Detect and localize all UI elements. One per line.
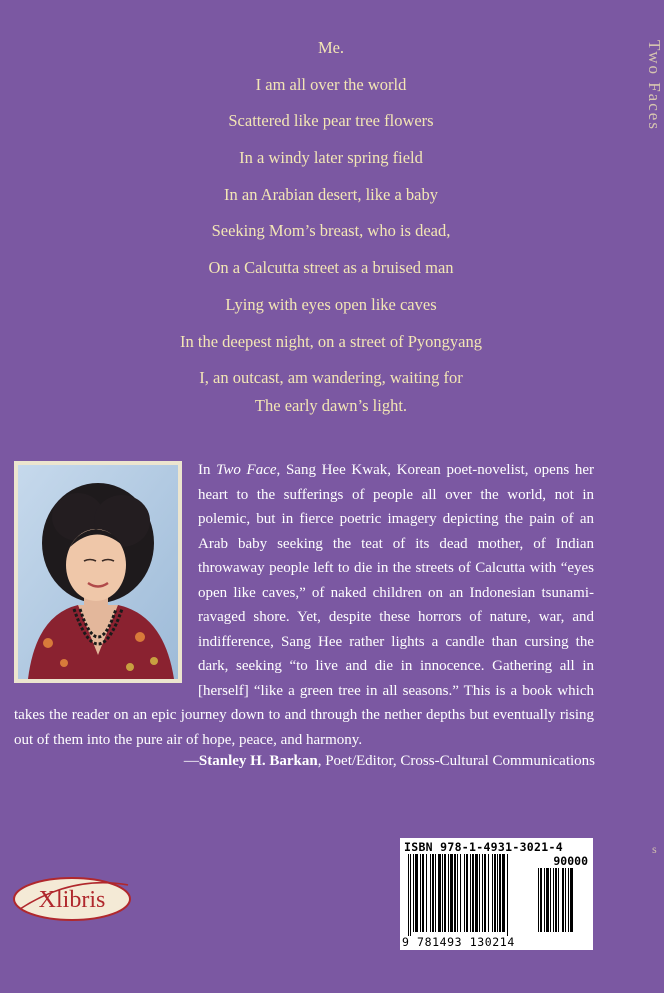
publisher-logo: [10, 873, 134, 923]
barcode-bars: [408, 854, 532, 936]
poem-line: In a windy later spring field: [239, 148, 423, 168]
attribution-name: Stanley H. Barkan: [198, 753, 318, 769]
poem-line: In the deepest night, on a street of Pyongyang: [180, 331, 482, 351]
price-code: 90000: [553, 854, 588, 868]
poem-line: Scattered like pear tree flowers: [228, 111, 434, 131]
barcode-digits: 9 781493 130214: [402, 935, 515, 949]
barcode-addon-bars: [538, 868, 586, 936]
book-blurb: [14, 458, 594, 752]
poem-line: Me.: [317, 38, 345, 57]
isbn-label: ISBN 978-1-4931-3021-4: [404, 840, 563, 854]
blurb-intro: In: [198, 462, 217, 478]
attribution: [0, 753, 595, 770]
poem-line: The early dawn’s light.: [254, 396, 408, 416]
poem-line: On a Calcutta street as a bruised man: [208, 258, 454, 278]
poem-line: I, an outcast, am wandering, waiting for: [199, 368, 463, 388]
poem-line: Lying with eyes open like caves: [225, 294, 437, 314]
poem-line: In an Arabian desert, like a baby: [224, 184, 438, 204]
isbn-barcode: [400, 838, 593, 950]
spine-title: Two Faces: [645, 40, 664, 131]
logo-text: Xlibris: [38, 887, 106, 913]
poem: [0, 34, 662, 429]
poem-line: I am all over the world: [255, 74, 407, 94]
attribution-role: , Poet/Editor, Cross-Cultural Communications: [317, 753, 595, 769]
blurb-book-title: Two Face: [216, 462, 277, 478]
spine-mark: s: [652, 842, 657, 856]
photo-wrap-space: [14, 458, 198, 702]
xlibris-logo-icon: [10, 873, 134, 923]
blurb-text: , Sang Hee Kwak, Korean poet-novelist, opens her heart to the sufferings of people all over the world, not in polemic, but in fierce poetric imagery depicting the pain of an Arab baby seeking the teat of its dead mother, of Indian throwaway people left to die in the streets of Calcutta with “eyes open like caves,” of naked children on an Indonesian tsunami-ravaged shore. Yet, despite these horrors of nature, war, and indifference, Sang Hee rather lights a candle than cursing the dark, seeking “to live and die in innocence. Gathering all in [herself] “like a green tree in all seasons.” This is a book which takes the reader on an epic journey down to and through the nether depths but eventually rising out of them into the pure air of hope, peace, and harmony.: [14, 462, 594, 748]
poem-line: Seeking Mom’s breast, who is dead,: [211, 221, 451, 241]
attribution-dash: —: [183, 753, 199, 769]
